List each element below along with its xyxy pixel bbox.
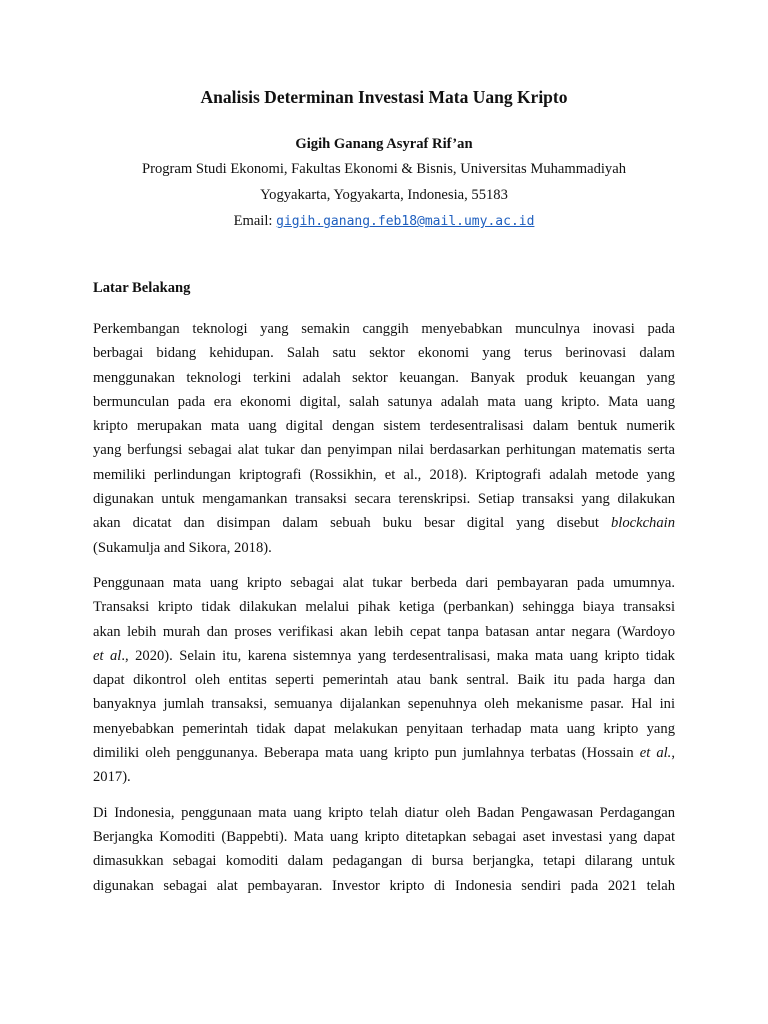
italic-et-al-2: et al. xyxy=(639,745,672,762)
paragraph-line: digunakan sebagai alat pembayaran. Investor kripto di Indonesia sendiri pada 2021 telah xyxy=(93,877,675,894)
paragraph-line: (Sukamulja and Sikora, 2018). xyxy=(93,539,272,556)
paragraph-line: Perkembangan teknologi yang semakin canggih menyebabkan munculnya inovasi pada xyxy=(93,321,675,337)
paragraph-3 xyxy=(93,801,675,898)
line-text: ., 2020). Selain itu, karena sistemnya yang terdesentralisasi, maka mata uang kripto tidak xyxy=(121,647,675,664)
paragraph-line: menyebabkan pemerintah tidak dapat melakukan penyitaan terhadap mata uang kripto yang xyxy=(93,720,675,737)
paragraph-line: kripto merupakan mata uang digital dengan sistem terdesentralisasi dalam bentuk numerik xyxy=(93,418,675,435)
affiliation-line-1: Program Studi Ekonomi, Fakultas Ekonomi & Bisnis, Universitas Muhammadiyah xyxy=(141,161,626,177)
paragraph-line: digunakan untuk mengamankan transaksi secara terenskripsi. Setiap transaksi yang dilakukan xyxy=(93,491,675,508)
paragraph-1 xyxy=(93,317,675,560)
paragraph-line: Transaksi kripto tidak dilakukan melalui pihak ketiga (perbankan) sehingga biaya transaksi xyxy=(93,599,675,616)
author-name: Gigih Ganang Asyraf Rif’an xyxy=(295,136,473,152)
paragraph-line: Penggunaan mata uang kripto sebagai alat tukar berbeda dari pembayaran pada umumnya. xyxy=(93,574,675,591)
email-label: Email: xyxy=(233,213,273,229)
paragraph-line: bermunculan pada era ekonomi digital, salah satunya adalah mata uang kripto. Mata uang xyxy=(93,393,675,410)
paragraph-line xyxy=(93,511,675,535)
line-text: dimiliki oleh penggunanya. Beberapa mata uang kripto pun jumlahnya terbatas (Hossain xyxy=(93,745,634,762)
paragraph-line: Berjangka Komoditi (Bappebti). Mata uang kripto ditetapkan sebagai aset investasi yang dapat xyxy=(93,828,675,845)
paragraph-line xyxy=(93,644,675,668)
paragraph-line: banyaknya jumlah transaksi, semuanya dijalankan sepenuhnya oleh mekanisme pasar. Hal ini xyxy=(93,696,675,713)
paragraph-line xyxy=(93,741,675,765)
italic-et-al: et al xyxy=(93,647,122,664)
line-text: akan dicatat dan disimpan dalam sebuah buku besar digital yang disebut xyxy=(93,515,599,532)
affiliation-line-2: Yogyakarta, Yogyakarta, Indonesia, 55183 xyxy=(260,187,508,203)
paragraph-line: Di Indonesia, penggunaan mata uang kripto telah diatur oleh Badan Pengawasan Perdagangan xyxy=(93,804,675,821)
paragraph-line: menggunakan teknologi terkini adalah sektor keuangan. Banyak produk keuangan yang xyxy=(93,369,675,386)
line-text: , xyxy=(671,745,675,762)
paragraph-line: dimasukkan sebagai komoditi dalam pedagangan di bursa berjangka, tetapi dilarang untuk xyxy=(93,853,675,870)
page-title: Analisis Determinan Investasi Mata Uang Kripto xyxy=(200,87,568,107)
paragraph-line: memiliki perlindungan kriptografi (Rossikhin, et al., 2018). Kriptografi adalah metode yang xyxy=(93,466,675,483)
italic-term-blockchain: blockchain xyxy=(610,515,675,532)
paragraph-line: berbagai bidang kehidupan. Salah satu sektor ekonomi yang terus berinovasi dalam xyxy=(93,345,675,362)
paragraph-2 xyxy=(93,571,675,790)
paragraph-line: dapat dikontrol oleh entitas seperti pemerintah atau bank sentral. Baik itu pada harga dan xyxy=(93,672,675,689)
paragraph-line: yang berfungsi sebagai alat tukar dan penyimpan nilai berdasarkan perhitungan matematis serta xyxy=(93,442,675,459)
section-heading: Latar Belakang xyxy=(93,280,191,296)
paragraph-line: akan lebih murah dan proses verifikasi akan lebih cepat tanpa batasan antar negara (Wardoyo xyxy=(93,623,675,640)
email-line xyxy=(93,208,675,235)
email-link[interactable]: gigih.ganang.feb18@mail.umy.ac.id xyxy=(276,214,535,229)
paragraph-line: 2017). xyxy=(93,769,131,786)
